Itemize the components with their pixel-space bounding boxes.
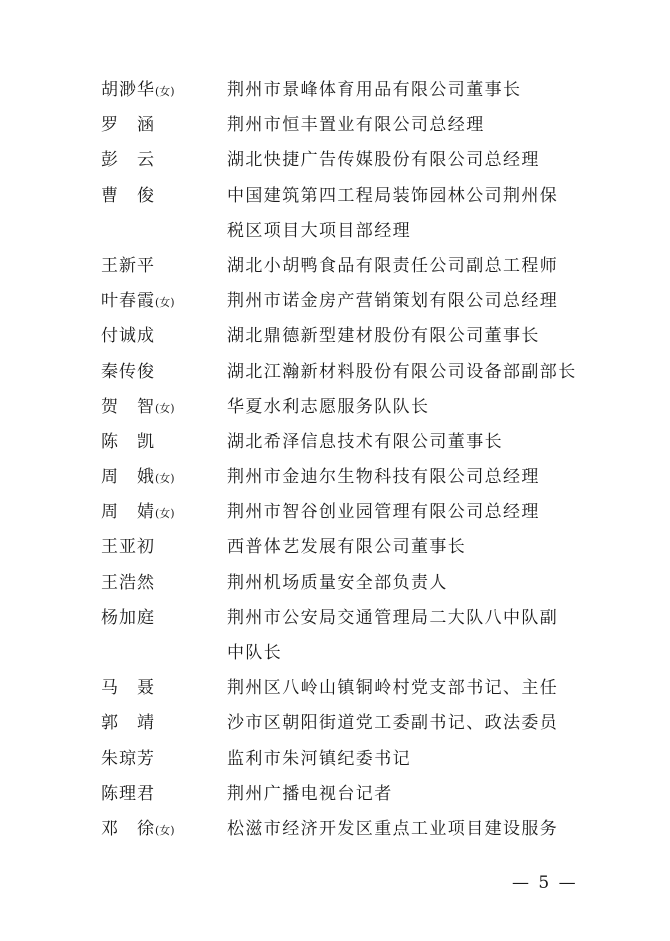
list-item bbox=[0, 530, 670, 565]
person-title-line: 湖北快捷广告传媒股份有限公司总经理 bbox=[227, 150, 540, 171]
person-title bbox=[227, 108, 587, 143]
list-item bbox=[0, 73, 670, 108]
person-name bbox=[101, 319, 155, 354]
person-title-line: 中队长 bbox=[227, 643, 283, 664]
person-name-text: 彭 云 bbox=[101, 150, 155, 171]
person-title bbox=[227, 671, 587, 706]
list-item bbox=[0, 319, 670, 354]
honoree-list bbox=[0, 73, 670, 847]
list-item bbox=[0, 179, 670, 249]
person-name-text: 付诚成 bbox=[101, 326, 155, 347]
person-title bbox=[227, 319, 587, 354]
person-title bbox=[227, 355, 587, 390]
person-name bbox=[101, 671, 155, 706]
person-title bbox=[227, 73, 587, 108]
person-title-line: 华夏水利志愿服务队队长 bbox=[227, 396, 430, 417]
person-title-line: 湖北希泽信息技术有限公司董事长 bbox=[227, 431, 503, 452]
list-item bbox=[0, 425, 670, 460]
person-name-text: 陈理君 bbox=[101, 783, 155, 804]
person-name-text: 贺 智 bbox=[101, 396, 155, 417]
list-item bbox=[0, 601, 670, 671]
person-title-line: 荆州区八岭山镇铜岭村党支部书记、主任 bbox=[227, 678, 559, 699]
list-item bbox=[0, 671, 670, 706]
person-name bbox=[101, 179, 155, 214]
person-name bbox=[101, 530, 155, 565]
person-title bbox=[227, 425, 587, 460]
person-title-line: 中国建筑第四工程局装饰园林公司荆州保 bbox=[227, 185, 559, 206]
list-item bbox=[0, 390, 670, 425]
person-title-line: 荆州市金迪尔生物科技有限公司总经理 bbox=[227, 467, 540, 488]
person-name bbox=[101, 249, 155, 284]
list-item bbox=[0, 460, 670, 495]
person-name-text: 秦传俊 bbox=[101, 361, 155, 382]
list-item bbox=[0, 249, 670, 284]
person-title bbox=[227, 179, 587, 249]
list-item bbox=[0, 706, 670, 741]
person-name bbox=[101, 284, 175, 319]
list-item bbox=[0, 143, 670, 178]
person-title bbox=[227, 601, 587, 671]
list-item bbox=[0, 355, 670, 390]
person-title bbox=[227, 742, 587, 777]
gender-note: (女) bbox=[155, 85, 175, 98]
person-name-text: 马 聂 bbox=[101, 678, 155, 699]
person-title bbox=[227, 390, 587, 425]
person-title-line: 荆州市恒丰置业有限公司总经理 bbox=[227, 115, 485, 136]
list-item bbox=[0, 495, 670, 530]
person-title-line: 荆州市公安局交通管理局二大队八中队副 bbox=[227, 607, 559, 628]
person-title bbox=[227, 143, 587, 178]
person-title bbox=[227, 812, 587, 847]
person-name-text: 郭 靖 bbox=[101, 713, 155, 734]
list-item bbox=[0, 108, 670, 143]
person-title bbox=[227, 460, 587, 495]
person-name bbox=[101, 355, 155, 390]
person-name-text: 邓 徐 bbox=[101, 818, 155, 839]
person-name-text: 王浩然 bbox=[101, 572, 155, 593]
person-name-text: 曹 俊 bbox=[101, 185, 155, 206]
person-name-text: 王亚初 bbox=[101, 537, 155, 558]
person-title bbox=[227, 284, 587, 319]
gender-note: (女) bbox=[155, 472, 175, 486]
person-title-line: 松滋市经济开发区重点工业项目建设服务 bbox=[227, 818, 559, 839]
person-title bbox=[227, 495, 587, 530]
gender-note: (女) bbox=[155, 296, 175, 310]
person-title bbox=[227, 706, 587, 741]
person-name-text: 朱琼芳 bbox=[101, 748, 155, 769]
person-name-text: 周 娥 bbox=[101, 467, 155, 488]
person-name bbox=[101, 777, 155, 812]
person-title-line: 荆州机场质量安全部负责人 bbox=[227, 572, 448, 593]
list-item bbox=[0, 812, 670, 847]
person-title-line: 沙市区朝阳街道党工委副书记、政法委员 bbox=[227, 713, 559, 734]
person-name bbox=[101, 566, 155, 601]
person-title-line: 监利市朱河镇纪委书记 bbox=[227, 748, 411, 769]
person-name bbox=[101, 601, 155, 636]
list-item bbox=[0, 284, 670, 319]
list-item bbox=[0, 777, 670, 812]
person-name-text: 周 婧 bbox=[101, 502, 155, 523]
person-name-text: 叶春霞 bbox=[101, 291, 155, 312]
list-item bbox=[0, 742, 670, 777]
person-title-line: 荆州市景峰体育用品有限公司董事长 bbox=[227, 80, 522, 100]
person-name bbox=[101, 425, 155, 460]
gender-note: (女) bbox=[155, 823, 175, 837]
person-name bbox=[101, 108, 155, 143]
person-title bbox=[227, 777, 587, 812]
gender-note: (女) bbox=[155, 507, 175, 521]
person-title bbox=[227, 249, 587, 284]
person-name-text: 杨加庭 bbox=[101, 607, 155, 628]
person-title-line: 荆州市智谷创业园管理有限公司总经理 bbox=[227, 502, 540, 523]
gender-note: (女) bbox=[155, 401, 175, 415]
person-name bbox=[101, 706, 155, 741]
person-name-text: 胡渺华 bbox=[101, 80, 155, 100]
person-title-line: 荆州市诺金房产营销策划有限公司总经理 bbox=[227, 291, 559, 312]
person-name-text: 王新平 bbox=[101, 255, 155, 276]
person-name bbox=[101, 390, 175, 425]
person-title-line: 湖北小胡鸭食品有限责任公司副总工程师 bbox=[227, 255, 559, 276]
person-name bbox=[101, 812, 175, 847]
person-name bbox=[101, 143, 155, 178]
person-title-line: 湖北鼎德新型建材股份有限公司董事长 bbox=[227, 326, 540, 347]
person-name bbox=[101, 73, 175, 108]
person-title-line: 荆州广播电视台记者 bbox=[227, 783, 393, 804]
person-title-line: 西普体艺发展有限公司董事长 bbox=[227, 537, 467, 558]
person-title-line: 湖北江瀚新材料股份有限公司设备部副部长 bbox=[227, 361, 577, 382]
person-name bbox=[101, 495, 175, 530]
person-title-line: 税区项目大项目部经理 bbox=[227, 220, 411, 241]
person-name-text: 陈 凯 bbox=[101, 431, 155, 452]
list-item bbox=[0, 566, 670, 601]
person-name bbox=[101, 460, 175, 495]
person-title bbox=[227, 566, 587, 601]
person-title bbox=[227, 530, 587, 565]
person-name-text: 罗 涵 bbox=[101, 115, 155, 136]
page-number: — 5 — bbox=[512, 873, 578, 893]
person-name bbox=[101, 742, 155, 777]
